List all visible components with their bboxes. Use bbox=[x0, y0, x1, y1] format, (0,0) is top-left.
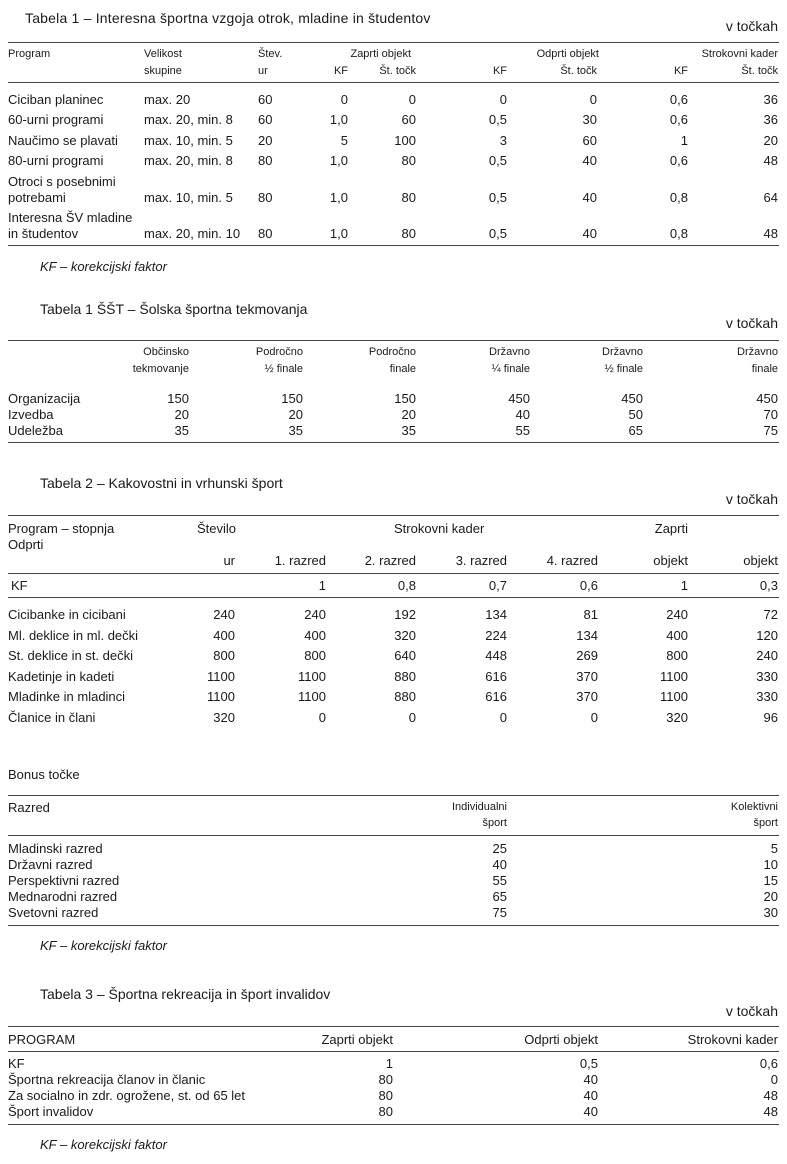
t1-row-open-kf: 3 bbox=[499, 133, 507, 148]
t2-row-label: Ml. deklice in ml. dečki bbox=[8, 628, 139, 643]
t2-kf-label: KF bbox=[11, 578, 28, 593]
t1-header-program: Program bbox=[8, 48, 51, 60]
table1-header-rule bbox=[8, 82, 779, 83]
table1-kf-note: KF – korekcijski faktor bbox=[40, 259, 167, 274]
bonus-cell-collective: 15 bbox=[763, 873, 778, 888]
sst-cell: 70 bbox=[763, 407, 778, 422]
bonus-header-collective-1: Kolektivni bbox=[730, 801, 778, 813]
t2-header-hours: ur bbox=[223, 553, 235, 568]
t2-cell: 1100 bbox=[298, 669, 326, 684]
sst-cell: 450 bbox=[508, 391, 530, 406]
t2-cell: 330 bbox=[756, 689, 778, 704]
t1-row-size: max. 20 bbox=[144, 92, 191, 107]
t2-cell: 640 bbox=[394, 648, 416, 663]
t3-cell: 80 bbox=[378, 1072, 393, 1087]
t1-row-closed-kf: 5 bbox=[340, 133, 348, 148]
sst-cell: 150 bbox=[281, 391, 303, 406]
t3-cell: 80 bbox=[378, 1104, 393, 1119]
sst-header-regional-final-2: finale bbox=[389, 363, 416, 375]
t3-cell: 0 bbox=[770, 1072, 778, 1087]
t2-cell: 448 bbox=[485, 648, 507, 663]
t2-cell: 72 bbox=[763, 607, 778, 622]
t2-header-class-4: 4. razred bbox=[546, 553, 598, 568]
sst-cell: 150 bbox=[167, 391, 189, 406]
t1-row-staff-points: 48 bbox=[763, 153, 778, 168]
t1-row-hours: 80 bbox=[258, 153, 273, 168]
t3-cell: 48 bbox=[763, 1088, 778, 1103]
table1sst-unit: v točkah bbox=[725, 315, 778, 331]
sst-header-national-semi-2: ½ finale bbox=[604, 363, 643, 375]
t1-header-hours-2: ur bbox=[258, 65, 268, 77]
t2-cell: 134 bbox=[485, 607, 507, 622]
bonus-cell-collective: 20 bbox=[763, 889, 778, 904]
table3-top-rule bbox=[8, 1026, 779, 1027]
t3-cell: 0,5 bbox=[579, 1056, 598, 1071]
sst-header-national-semi-1: Državno bbox=[602, 346, 643, 358]
t1-row-closed-points: 100 bbox=[394, 133, 416, 148]
t2-kf-cell: 1 bbox=[680, 578, 688, 593]
t3-row-label: Šport invalidov bbox=[8, 1104, 94, 1119]
t2-row-label: Mladinke in mladinci bbox=[8, 689, 126, 704]
t2-header-closed-1: Zaprti bbox=[654, 521, 688, 536]
table2-title: Tabela 2 – Kakovostni in vrhunski šport bbox=[40, 475, 283, 491]
table1-bottom-rule bbox=[8, 245, 779, 246]
sst-header-national-quarter-1: Državno bbox=[489, 346, 530, 358]
t2-cell: 192 bbox=[394, 607, 416, 622]
t2-kf-cell: 1 bbox=[318, 578, 326, 593]
t1-row-size: max. 20, min. 10 bbox=[144, 226, 241, 241]
sst-cell: 35 bbox=[401, 423, 416, 438]
t1-row-hours: 60 bbox=[258, 92, 273, 107]
t2-cell: 1100 bbox=[660, 669, 688, 684]
t1-row-program: Interesna ŠV mladine bbox=[8, 210, 133, 225]
t1-header-open-kf: KF bbox=[492, 65, 507, 77]
t1-row-program: Naučimo se plavati bbox=[8, 133, 118, 148]
bonus-header-collective-2: šport bbox=[753, 817, 778, 829]
t2-header-open-2: objekt bbox=[743, 553, 778, 568]
t1-row-staff-kf: 0,8 bbox=[669, 190, 688, 205]
t3-header-open: Odprti objekt bbox=[524, 1032, 598, 1047]
bonus-row-label: Perspektivni razred bbox=[8, 873, 120, 888]
table2-unit: v točkah bbox=[725, 491, 778, 507]
t2-cell: 0 bbox=[499, 710, 507, 725]
t1-header-staff-kf: KF bbox=[673, 65, 688, 77]
sst-cell: 20 bbox=[401, 407, 416, 422]
sst-row-label: Izvedba bbox=[8, 407, 54, 422]
bonus-cell-collective: 5 bbox=[770, 841, 778, 856]
sst-header-national-final-1: Državno bbox=[737, 346, 778, 358]
t1-header-size-2: skupine bbox=[144, 65, 182, 77]
bonus-cell-individual: 55 bbox=[492, 873, 507, 888]
t2-header-count: Število bbox=[197, 521, 237, 536]
t1-row-program: 60-urni programi bbox=[8, 112, 104, 127]
t1-row-hours: 20 bbox=[258, 133, 273, 148]
bonus-bottom-rule bbox=[8, 925, 779, 926]
t1-header-hours-1: Štev. bbox=[258, 48, 283, 60]
t2-cell: 240 bbox=[756, 648, 778, 663]
t3-cell: 1 bbox=[385, 1056, 393, 1071]
t2-header-program-2: Odprti bbox=[8, 537, 44, 552]
t1-row-staff-kf: 0,6 bbox=[669, 92, 688, 107]
sst-cell: 65 bbox=[628, 423, 643, 438]
table3-unit: v točkah bbox=[725, 1003, 778, 1019]
bonus-header-rule bbox=[8, 835, 779, 836]
t2-header-class-3: 3. razred bbox=[455, 553, 507, 568]
t1-row-size: max. 10, min. 5 bbox=[144, 190, 233, 205]
t2-cell: 320 bbox=[394, 628, 416, 643]
sst-cell: 35 bbox=[288, 423, 303, 438]
t2-kf-cell: 0,8 bbox=[397, 578, 416, 593]
sst-header-regional-semi-2: ½ finale bbox=[264, 363, 303, 375]
t1-row-open-points: 40 bbox=[582, 190, 597, 205]
t1-row-program-line2: in študentov bbox=[8, 226, 79, 241]
t1-header-open-points: Št. točk bbox=[560, 65, 597, 77]
t2-cell: 320 bbox=[666, 710, 688, 725]
t1-row-staff-points: 36 bbox=[763, 112, 778, 127]
t1-row-staff-points: 36 bbox=[763, 92, 778, 107]
t1-row-size: max. 20, min. 8 bbox=[144, 153, 233, 168]
t1-header-closed: Zaprti objekt bbox=[350, 48, 411, 60]
t2-cell: 880 bbox=[394, 669, 416, 684]
t2-cell: 120 bbox=[756, 628, 778, 643]
t3-header-staff: Strokovni kader bbox=[687, 1032, 778, 1047]
sst-cell: 35 bbox=[174, 423, 189, 438]
t2-cell: 81 bbox=[583, 607, 598, 622]
t3-cell: 40 bbox=[583, 1072, 598, 1087]
table1-top-rule bbox=[8, 42, 779, 43]
t2-cell: 370 bbox=[576, 689, 598, 704]
bonus-header-class: Razred bbox=[8, 800, 50, 815]
t3-row-label: KF bbox=[8, 1056, 25, 1071]
sst-header-municipal-1: Občinsko bbox=[143, 346, 189, 358]
sst-cell: 50 bbox=[628, 407, 643, 422]
sst-cell: 20 bbox=[288, 407, 303, 422]
t2-row-label: Članice in člani bbox=[8, 710, 96, 725]
sst-cell: 450 bbox=[621, 391, 643, 406]
t2-cell: 1100 bbox=[660, 689, 688, 704]
t1-row-size: max. 10, min. 5 bbox=[144, 133, 233, 148]
table2-kf-rule bbox=[8, 597, 779, 598]
t3-header-program: PROGRAM bbox=[8, 1032, 76, 1047]
sst-cell: 20 bbox=[174, 407, 189, 422]
t1-row-program: Otroci s posebnimi bbox=[8, 174, 116, 189]
t1-row-program: Ciciban planinec bbox=[8, 92, 104, 107]
t1-header-size-1: Velikost bbox=[144, 48, 182, 60]
t1-row-hours: 80 bbox=[258, 190, 273, 205]
table3-bottom-rule bbox=[8, 1124, 779, 1125]
bonus-top-rule bbox=[8, 795, 779, 796]
t1-row-open-kf: 0,5 bbox=[488, 153, 507, 168]
sst-row-label: Organizacija bbox=[8, 391, 81, 406]
t1-row-staff-kf: 1 bbox=[680, 133, 688, 148]
t2-cell: 96 bbox=[763, 710, 778, 725]
bonus-row-label: Mednarodni razred bbox=[8, 889, 118, 904]
table3-header-rule bbox=[8, 1051, 779, 1052]
t1-row-open-points: 0 bbox=[589, 92, 597, 107]
t3-row-label: Za socialno in zdr. ogrožene, st. od 65 let bbox=[8, 1088, 246, 1103]
t1-header-closed-points: Št. točk bbox=[379, 65, 416, 77]
t3-row-label: Športna rekreacija članov in članic bbox=[8, 1072, 206, 1087]
t1-row-staff-kf: 0,6 bbox=[669, 112, 688, 127]
t3-cell: 0,6 bbox=[759, 1056, 778, 1071]
t1-row-staff-points: 20 bbox=[763, 133, 778, 148]
t2-cell: 330 bbox=[756, 669, 778, 684]
t2-header-staff: Strokovni kader bbox=[394, 521, 485, 536]
t1-row-closed-points: 80 bbox=[401, 190, 416, 205]
t1-row-open-kf: 0,5 bbox=[488, 226, 507, 241]
t2-cell: 370 bbox=[576, 669, 598, 684]
bonus-title: Bonus točke bbox=[8, 767, 80, 782]
t3-cell: 80 bbox=[378, 1088, 393, 1103]
t2-kf-cell: 0,7 bbox=[488, 578, 507, 593]
bonus-kf-note: KF – korekcijski faktor bbox=[40, 938, 167, 953]
t1-row-staff-points: 64 bbox=[763, 190, 778, 205]
t1-row-open-points: 30 bbox=[582, 112, 597, 127]
t1-row-closed-points: 80 bbox=[401, 226, 416, 241]
t1-row-open-points: 40 bbox=[582, 153, 597, 168]
sst-cell: 55 bbox=[515, 423, 530, 438]
t1-row-closed-kf: 1,0 bbox=[329, 226, 348, 241]
bonus-row-label: Mladinski razred bbox=[8, 841, 103, 856]
t2-cell: 1100 bbox=[207, 669, 235, 684]
t1-row-open-kf: 0,5 bbox=[488, 112, 507, 127]
t2-cell: 269 bbox=[576, 648, 598, 663]
t1-row-program-line2: potrebami bbox=[8, 190, 66, 205]
bonus-header-individual-1: Individualni bbox=[451, 801, 507, 813]
t2-cell: 616 bbox=[485, 669, 507, 684]
sst-cell: 450 bbox=[756, 391, 778, 406]
t2-cell: 400 bbox=[213, 628, 235, 643]
sst-header-regional-semi-1: Področno bbox=[255, 346, 303, 358]
sst-header-national-final-2: finale bbox=[751, 363, 778, 375]
t2-row-label: Kadetinje in kadeti bbox=[8, 669, 115, 684]
t2-header-program-1: Program – stopnja bbox=[8, 521, 115, 536]
table1sst-bottom-rule bbox=[8, 442, 779, 443]
t2-kf-cell: 0,3 bbox=[759, 578, 778, 593]
t1-row-open-points: 60 bbox=[582, 133, 597, 148]
bonus-row-label: Državni razred bbox=[8, 857, 93, 872]
bonus-cell-individual: 65 bbox=[492, 889, 507, 904]
t1-row-hours: 80 bbox=[258, 226, 273, 241]
t2-cell: 1100 bbox=[298, 689, 326, 704]
sst-cell: 40 bbox=[515, 407, 530, 422]
t2-cell: 240 bbox=[213, 607, 235, 622]
t2-cell: 400 bbox=[666, 628, 688, 643]
t3-cell: 40 bbox=[583, 1104, 598, 1119]
table2-header-rule bbox=[8, 573, 779, 574]
sst-header-regional-final-1: Področno bbox=[368, 346, 416, 358]
t2-cell: 400 bbox=[304, 628, 326, 643]
sst-header-national-quarter-2: ¼ finale bbox=[491, 363, 530, 375]
bonus-cell-collective: 10 bbox=[763, 857, 778, 872]
t2-cell: 1100 bbox=[207, 689, 235, 704]
table3-title: Tabela 3 – Športna rekreacija in šport invalidov bbox=[40, 986, 331, 1002]
t2-cell: 0 bbox=[590, 710, 598, 725]
t2-cell: 134 bbox=[576, 628, 598, 643]
t1-row-open-points: 40 bbox=[582, 226, 597, 241]
t1-row-size: max. 20, min. 8 bbox=[144, 112, 233, 127]
t1-row-closed-points: 80 bbox=[401, 153, 416, 168]
table2-top-rule bbox=[8, 515, 779, 516]
table1sst-title: Tabela 1 ŠŠT – Šolska športna tekmovanja bbox=[40, 301, 308, 317]
table1sst-top-rule bbox=[8, 340, 779, 341]
table1-unit: v točkah bbox=[725, 18, 778, 34]
table1-title: Tabela 1 – Interesna športna vzgoja otrok, mladine in študentov bbox=[25, 10, 431, 26]
t1-header-open: Odprti objekt bbox=[536, 48, 599, 60]
t1-row-program: 80-urni programi bbox=[8, 153, 104, 168]
t2-cell: 880 bbox=[394, 689, 416, 704]
t1-row-closed-kf: 0 bbox=[340, 92, 348, 107]
t2-cell: 800 bbox=[666, 648, 688, 663]
t2-cell: 616 bbox=[485, 689, 507, 704]
t1-row-closed-kf: 1,0 bbox=[329, 153, 348, 168]
bonus-cell-collective: 30 bbox=[763, 905, 778, 920]
t1-row-staff-points: 48 bbox=[763, 226, 778, 241]
t2-header-class-1: 1. razred bbox=[274, 553, 326, 568]
t2-cell: 800 bbox=[213, 648, 235, 663]
t2-cell: 224 bbox=[485, 628, 507, 643]
t2-header-closed-2: objekt bbox=[653, 553, 688, 568]
t1-row-hours: 60 bbox=[258, 112, 273, 127]
t3-cell: 48 bbox=[763, 1104, 778, 1119]
t2-row-label: Cicibanke in cicibani bbox=[8, 607, 126, 622]
t2-cell: 0 bbox=[318, 710, 326, 725]
t1-row-closed-points: 60 bbox=[401, 112, 416, 127]
bonus-header-individual-2: šport bbox=[482, 817, 507, 829]
t1-row-closed-kf: 1,0 bbox=[329, 112, 348, 127]
t1-row-staff-kf: 0,6 bbox=[669, 153, 688, 168]
t2-cell: 800 bbox=[304, 648, 326, 663]
bonus-cell-individual: 25 bbox=[492, 841, 507, 856]
t2-header-class-2: 2. razred bbox=[364, 553, 416, 568]
t1-header-closed-kf: KF bbox=[333, 65, 348, 77]
t1-header-staff: Strokovni kader bbox=[701, 48, 778, 60]
bonus-cell-individual: 75 bbox=[492, 905, 507, 920]
t2-cell: 0 bbox=[408, 710, 416, 725]
t1-row-open-kf: 0,5 bbox=[488, 190, 507, 205]
bonus-row-label: Svetovni razred bbox=[8, 905, 99, 920]
t2-cell: 240 bbox=[304, 607, 326, 622]
table3-kf-note: KF – korekcijski faktor bbox=[40, 1137, 167, 1152]
sst-header-municipal-2: tekmovanje bbox=[132, 363, 189, 375]
t3-header-closed: Zaprti objekt bbox=[321, 1032, 393, 1047]
t3-cell: 40 bbox=[583, 1088, 598, 1103]
t2-row-label: St. deklice in st. dečki bbox=[8, 648, 133, 663]
t1-row-closed-points: 0 bbox=[408, 92, 416, 107]
t1-row-staff-kf: 0,8 bbox=[669, 226, 688, 241]
sst-row-label: Udeležba bbox=[8, 423, 63, 438]
t2-cell: 240 bbox=[666, 607, 688, 622]
bonus-cell-individual: 40 bbox=[492, 857, 507, 872]
t2-cell: 320 bbox=[213, 710, 235, 725]
sst-cell: 75 bbox=[763, 423, 778, 438]
t1-header-staff-points: Št. točk bbox=[741, 65, 778, 77]
t2-kf-cell: 0,6 bbox=[579, 578, 598, 593]
sst-cell: 150 bbox=[394, 391, 416, 406]
t1-row-open-kf: 0 bbox=[499, 92, 507, 107]
t1-row-closed-kf: 1,0 bbox=[329, 190, 348, 205]
